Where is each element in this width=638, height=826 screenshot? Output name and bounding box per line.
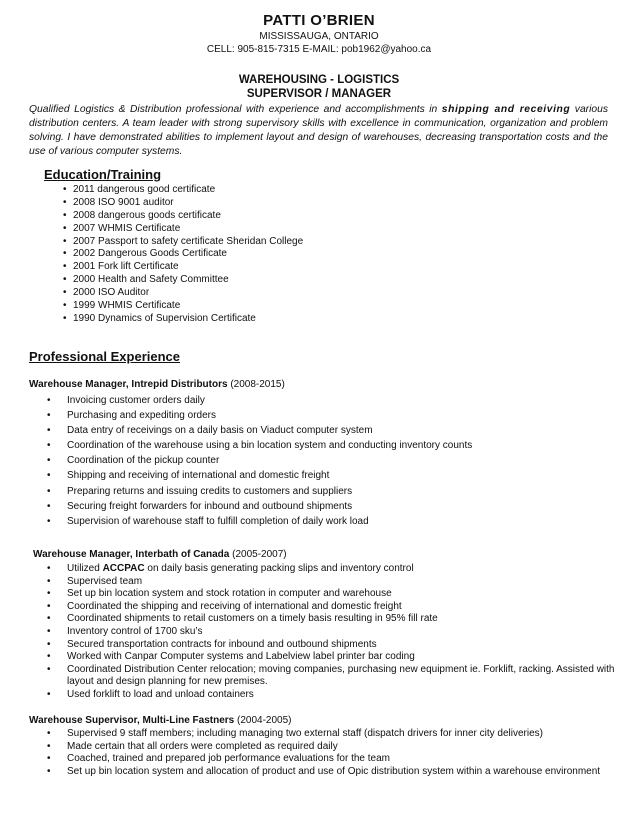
list-item-text: Preparing returns and issuing credits to customers and suppliers	[67, 485, 353, 497]
education-heading: Education/Training	[44, 167, 162, 182]
list-item	[47, 664, 617, 689]
list-item-text: Secured transportation contracts for inbound and outbound shipments	[67, 638, 377, 650]
list-item	[47, 468, 472, 483]
list-item	[63, 287, 303, 300]
list-item-text: 2000 ISO Auditor	[73, 287, 150, 299]
list-item-text: Used forklift to load and unload containers	[67, 688, 254, 700]
candidate-location: MISSISSAUGA, ONTARIO	[259, 31, 379, 42]
bullet-icon: •	[63, 261, 67, 273]
list-item-text: Data entry of receivings on a daily basis on Viaduct computer system	[67, 425, 373, 437]
list-item	[63, 184, 303, 197]
bullet-icon: •	[47, 395, 51, 406]
candidate-name: PATTI O’BRIEN	[263, 12, 375, 29]
list-item-text: 2008 ISO 9001 auditor	[73, 196, 174, 208]
bullet-icon: •	[47, 765, 51, 777]
list-item-text: 2000 Health and Safety Committee	[73, 274, 229, 286]
summary-bold-text: shipping and receiving	[441, 104, 571, 115]
list-item	[63, 261, 303, 274]
list-item	[47, 484, 472, 499]
bullet-icon: •	[63, 209, 67, 221]
list-item	[47, 601, 617, 614]
list-item-text: Set up bin location system and allocation of product and use of Opic distribution system within a warehouse environment	[67, 765, 601, 777]
job1-heading	[29, 379, 285, 390]
summary-text-2: various distribution centers. A team leader with strong supervisory skills with excellence in communication, organization and problem solving. I have demonstrated abilities to implement layout and design of warehouses, decreasing transportation costs and the use of various computer systems.	[29, 104, 608, 157]
job2-dates: (2005-2007)	[229, 549, 287, 560]
job3-dates: (2004-2005)	[234, 715, 292, 726]
list-item	[47, 563, 617, 576]
list-item	[47, 576, 617, 589]
list-item-text: Purchasing and expediting orders	[67, 410, 216, 422]
list-item-text: Supervision of warehouse staff to fulfill completion of daily work load	[67, 515, 369, 527]
list-item-text: Coordination of the pickup counter	[67, 455, 220, 467]
list-item	[47, 408, 472, 423]
bullet-icon: •	[47, 651, 51, 663]
bullet-icon: •	[47, 688, 51, 700]
list-item	[63, 248, 303, 261]
bullet-icon: •	[47, 500, 51, 512]
list-item-text: Coordination of the warehouse using a bin location system and conducting inventory counts	[67, 440, 473, 452]
list-item	[47, 639, 617, 652]
list-item-text: 2008 dangerous goods certificate	[73, 209, 221, 221]
list-item-text: 2001 Fork lift Certificate	[73, 261, 179, 273]
list-item-text: Supervised team	[67, 575, 143, 587]
bullet-icon: •	[47, 575, 51, 587]
list-item	[63, 274, 303, 287]
list-item-text: Shipping and receiving of international and domestic freight	[67, 470, 330, 482]
bullet-icon: •	[47, 563, 51, 574]
bullet-icon: •	[47, 613, 51, 625]
bullet-icon: •	[47, 425, 51, 437]
list-item	[47, 423, 472, 438]
list-item	[63, 236, 303, 249]
list-item-text: 1990 Dynamics of Supervision Certificate	[73, 312, 256, 324]
list-item-text: Inventory control of 1700 sku’s	[67, 625, 203, 637]
list-item	[47, 741, 617, 754]
experience-heading: Professional Experience	[29, 349, 181, 364]
bullet-icon: •	[63, 274, 67, 286]
bullet-icon: •	[47, 625, 51, 637]
list-item-text: 2011 dangerous good certificate	[73, 184, 216, 195]
job3-heading	[29, 715, 292, 726]
list-item	[47, 626, 617, 639]
list-item-text: Coached, trained and prepared job performance evaluations for the team	[67, 753, 390, 765]
bullet-icon: •	[47, 440, 51, 452]
list-item-text: Coordinated the shipping and receiving of international and domestic freight	[67, 600, 402, 612]
summary-paragraph	[29, 103, 608, 159]
list-item	[47, 753, 617, 766]
candidate-contact: CELL: 905-815-7315 E-MAIL: pob1962@yahoo.ca	[206, 44, 432, 55]
list-item	[63, 197, 303, 210]
bullet-icon: •	[47, 588, 51, 600]
bullet-icon: •	[63, 300, 67, 312]
list-item	[47, 728, 617, 741]
list-item-text: Set up bin location system and stock rotation in computer and warehouse	[67, 588, 392, 600]
job2-item0-post: on daily basis generating packing slips and inventory control	[144, 563, 414, 574]
bullet-icon: •	[63, 222, 67, 234]
summary-text-1: Qualified Logistics & Distribution professional with experience and accomplishments in	[29, 104, 442, 115]
bullet-icon: •	[47, 638, 51, 650]
resume-title-line1: WAREHOUSING - LOGISTICS	[238, 74, 400, 86]
job2-title: Warehouse Manager, Interbath of Canada	[33, 549, 230, 560]
education-list	[63, 184, 303, 326]
list-item	[47, 499, 472, 514]
bullet-icon: •	[47, 728, 51, 739]
list-item	[47, 766, 617, 779]
bullet-icon: •	[47, 740, 51, 752]
list-item-text: 2007 WHMIS Certificate	[73, 222, 181, 234]
job1-duties-list	[47, 393, 472, 529]
list-item-text: Made certain that all orders were completed as required daily	[67, 740, 338, 752]
bullet-icon: •	[47, 753, 51, 765]
bullet-icon: •	[47, 485, 51, 497]
list-item	[63, 313, 303, 326]
job1-title: Warehouse Manager, Intrepid Distributors	[29, 379, 228, 390]
job1-dates: (2008-2015)	[227, 379, 285, 390]
list-item-text: 2002 Dangerous Goods Certificate	[73, 248, 227, 260]
job2-duties-list	[47, 563, 617, 702]
resume-title-line2: SUPERVISOR / MANAGER	[246, 88, 392, 100]
bullet-icon: •	[47, 515, 51, 527]
list-item-text: Coordinated shipments to retail customers on a timely basis resulting in 95% fill rate	[67, 613, 438, 625]
list-item	[63, 223, 303, 236]
bullet-icon: •	[63, 196, 67, 208]
job2-item0-bold: ACCPAC	[102, 563, 145, 574]
list-item-text: Supervised 9 staff members; including managing two external staff (dispatch drivers for inner city deliveries)	[67, 728, 543, 739]
bullet-icon: •	[47, 410, 51, 422]
bullet-icon: •	[63, 312, 67, 324]
list-item-text: 2007 Passport to safety certificate Sheridan College	[73, 235, 304, 247]
list-item	[63, 300, 303, 313]
list-item	[47, 393, 472, 408]
job2-heading	[33, 549, 287, 560]
list-item-text: Securing freight forwarders for inbound and outbound shipments	[67, 500, 353, 512]
bullet-icon: •	[47, 470, 51, 482]
bullet-icon: •	[47, 663, 51, 675]
list-item	[47, 689, 617, 702]
list-item	[47, 588, 617, 601]
list-item	[47, 613, 617, 626]
list-item-text: Invoicing customer orders daily	[67, 395, 205, 406]
list-item	[47, 514, 472, 529]
bullet-icon: •	[47, 455, 51, 467]
bullet-icon: •	[63, 287, 67, 299]
job3-title: Warehouse Supervisor, Multi-Line Fastners	[29, 715, 235, 726]
job2-item0-pre: Utilized	[67, 563, 103, 574]
list-item	[47, 651, 617, 664]
bullet-icon: •	[63, 184, 67, 195]
list-item	[47, 453, 472, 468]
bullet-icon: •	[47, 600, 51, 612]
list-item	[63, 210, 303, 223]
list-item-text: Worked with Canpar Computer systems and Labelview label printer bar coding	[67, 651, 415, 663]
bullet-icon: •	[63, 235, 67, 247]
job3-duties-list	[47, 728, 617, 778]
list-item-text: Coordinated Distribution Center relocation; moving companies, purchasing new equipment ie. Forklift, racking. Assisted with layout and design planning for new premises.	[67, 663, 615, 688]
bullet-icon: •	[63, 248, 67, 260]
list-item	[47, 438, 472, 453]
list-item-text: 1999 WHMIS Certificate	[73, 300, 181, 312]
